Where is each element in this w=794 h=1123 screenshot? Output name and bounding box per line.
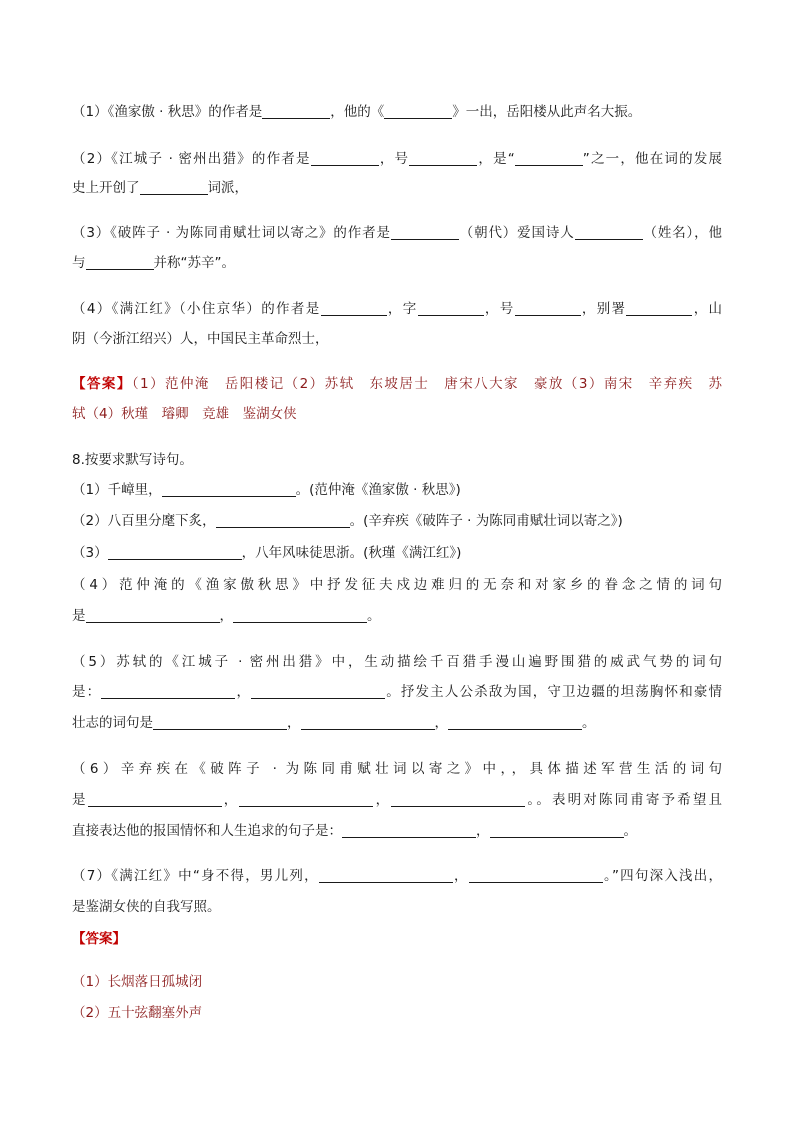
text: （3）《破阵子 · 为陈同甫赋壮词以寄之》的作者是 bbox=[72, 225, 391, 241]
q8-answer1: （1）长烟落日孤城闭 bbox=[72, 974, 203, 990]
answer-blank bbox=[233, 608, 367, 623]
text: ，号 bbox=[483, 301, 515, 317]
text: 。抒发主人公杀敌为国，守卫边疆的坦荡胸怀和豪情 bbox=[385, 684, 723, 700]
answer-blank bbox=[409, 151, 477, 166]
answer-blank bbox=[216, 513, 350, 528]
q8-item3 bbox=[72, 543, 722, 563]
text: 直接表达他的报国情怀和人生追求的句子是： bbox=[72, 823, 342, 839]
q7-item3-line1 bbox=[72, 223, 722, 243]
answer-blank bbox=[262, 104, 330, 119]
answer-blank bbox=[319, 868, 453, 883]
q7-answer-line1 bbox=[72, 374, 722, 394]
q7-item3-line2 bbox=[72, 253, 722, 273]
text: ， bbox=[476, 823, 490, 839]
text: （2）《江城子 · 密州出猎》的作者是 bbox=[72, 151, 311, 167]
answer-blank bbox=[384, 104, 452, 119]
q8-item1 bbox=[72, 480, 722, 500]
text: 壮志的词句是 bbox=[72, 715, 153, 731]
q7-item2-line2 bbox=[72, 178, 722, 198]
answer-blank bbox=[88, 792, 222, 807]
answer-blank bbox=[490, 823, 624, 838]
text: 。 bbox=[367, 608, 381, 624]
answer-text: （1）范仲淹 岳阳楼记（2）苏轼 东坡居士 唐宋八大家 豪放（3）南宋 辛弃疾 苏 bbox=[131, 376, 722, 392]
text: （3） bbox=[72, 545, 108, 561]
answer-blank bbox=[515, 301, 581, 316]
q8-item6-line3 bbox=[72, 821, 722, 841]
text: 。。表明对陈同甫寄予希望且 bbox=[525, 792, 723, 808]
text: （朝代）爱国诗人 bbox=[458, 225, 575, 241]
text: 。”四句深入浅出， bbox=[602, 868, 722, 884]
answer-blank bbox=[101, 684, 235, 699]
q7-item4-line1 bbox=[72, 299, 722, 319]
text: ，八年风味徒思浙。(秋瑾《满江红》) bbox=[241, 545, 462, 561]
q8-item7-line1 bbox=[72, 866, 722, 886]
answer-label: 【答案】 bbox=[72, 376, 132, 392]
text: （2）八百里分麾下炙， bbox=[72, 513, 216, 529]
q8-item6-line1: （6）辛弃疾在《破阵子 · 为陈同甫赋壮词以寄之》中，，具体描述军营生活的词句 bbox=[72, 761, 722, 777]
answer-blank bbox=[575, 225, 643, 240]
text: 。(辛弃疾《破阵子 · 为陈同甫赋壮词以寄之》) bbox=[349, 513, 623, 529]
text: ，别署 bbox=[580, 301, 627, 317]
text: 史上开创了 bbox=[72, 180, 140, 196]
answer-blank bbox=[162, 482, 296, 497]
text: ，号 bbox=[378, 151, 410, 167]
q8-item7-line2: 是鉴湖女侠的自我写照。 bbox=[72, 899, 221, 915]
answer-blank bbox=[108, 545, 242, 560]
q7-item2-line1 bbox=[72, 149, 722, 169]
answer-blank bbox=[418, 301, 484, 316]
answer-blank bbox=[321, 301, 387, 316]
q8-item5-line1: （5）苏轼的《江城子 · 密州出猎》中，生动描绘千百猎手漫山遍野围猎的威武气势的词句 bbox=[72, 654, 722, 670]
text: ， bbox=[434, 715, 448, 731]
text: 》一出，岳阳楼从此声名大振。 bbox=[452, 104, 642, 120]
answer-blank bbox=[515, 151, 583, 166]
q8-item2 bbox=[72, 511, 722, 531]
q8-item4-line2 bbox=[72, 606, 722, 626]
text: ， bbox=[452, 868, 469, 884]
answer-blank bbox=[391, 792, 525, 807]
text: ”之一，他在词的发展 bbox=[582, 151, 723, 167]
text: （1）《渔家傲 · 秋思》的作者是 bbox=[72, 104, 263, 120]
text: ，字 bbox=[386, 301, 418, 317]
text: （4）《满江红》（小住京华）的作者是 bbox=[72, 301, 321, 317]
answer-blank bbox=[448, 715, 582, 730]
answer-blank bbox=[342, 823, 476, 838]
answer-blank bbox=[86, 255, 154, 270]
text: 与 bbox=[72, 255, 86, 271]
text: （7）《满江红》中“身不得，男儿列， bbox=[72, 868, 319, 884]
text: 并称“苏辛”。 bbox=[153, 255, 235, 271]
q7-item4-line2: 阴（今浙江绍兴）人，中国民主革命烈士， bbox=[72, 331, 329, 347]
text: （1）千嶂里， bbox=[72, 482, 162, 498]
text: ，山 bbox=[692, 301, 723, 317]
answer-blank bbox=[391, 225, 459, 240]
q8-item6-line2 bbox=[72, 790, 722, 810]
q8-answer-label: 【答案】 bbox=[72, 931, 126, 947]
answer-blank bbox=[140, 180, 208, 195]
text: 是 bbox=[72, 792, 88, 808]
text: ，是“ bbox=[477, 151, 515, 167]
text: ， bbox=[221, 792, 240, 808]
q7-item1 bbox=[72, 102, 722, 122]
text: 是 bbox=[72, 608, 86, 624]
text: ， bbox=[219, 608, 233, 624]
text: （姓名），他 bbox=[642, 225, 723, 241]
q8-item5-line3 bbox=[72, 713, 722, 733]
answer-blank bbox=[86, 608, 220, 623]
answer-blank bbox=[311, 151, 379, 166]
text: ，他的《 bbox=[330, 104, 385, 120]
text: 。 bbox=[623, 823, 637, 839]
text: 是： bbox=[72, 684, 102, 700]
text: 。(范仲淹《渔家傲 · 秋思》) bbox=[295, 482, 461, 498]
q8-title: 8.按要求默写诗句。 bbox=[72, 452, 193, 468]
answer-blank bbox=[153, 715, 287, 730]
text: 词派， bbox=[207, 180, 248, 196]
q8-answer2: （2）五十弦翻塞外声 bbox=[72, 1005, 203, 1021]
q8-item5-line2 bbox=[72, 682, 722, 702]
text: ， bbox=[373, 792, 392, 808]
text: 。 bbox=[582, 715, 596, 731]
answer-blank bbox=[301, 715, 435, 730]
answer-blank bbox=[626, 301, 692, 316]
answer-blank bbox=[469, 868, 603, 883]
answer-blank bbox=[251, 684, 385, 699]
q7-answer-line2: 轼（4）秋瑾 璿卿 竞雄 鉴湖女侠 bbox=[72, 406, 297, 422]
text: ， bbox=[235, 684, 252, 700]
answer-blank bbox=[239, 792, 373, 807]
text: ， bbox=[287, 715, 301, 731]
q8-item4-line1: （4）范仲淹的《渔家傲秋思》中抒发征夫戍边难归的无奈和对家乡的眷念之情的词句 bbox=[72, 577, 722, 593]
